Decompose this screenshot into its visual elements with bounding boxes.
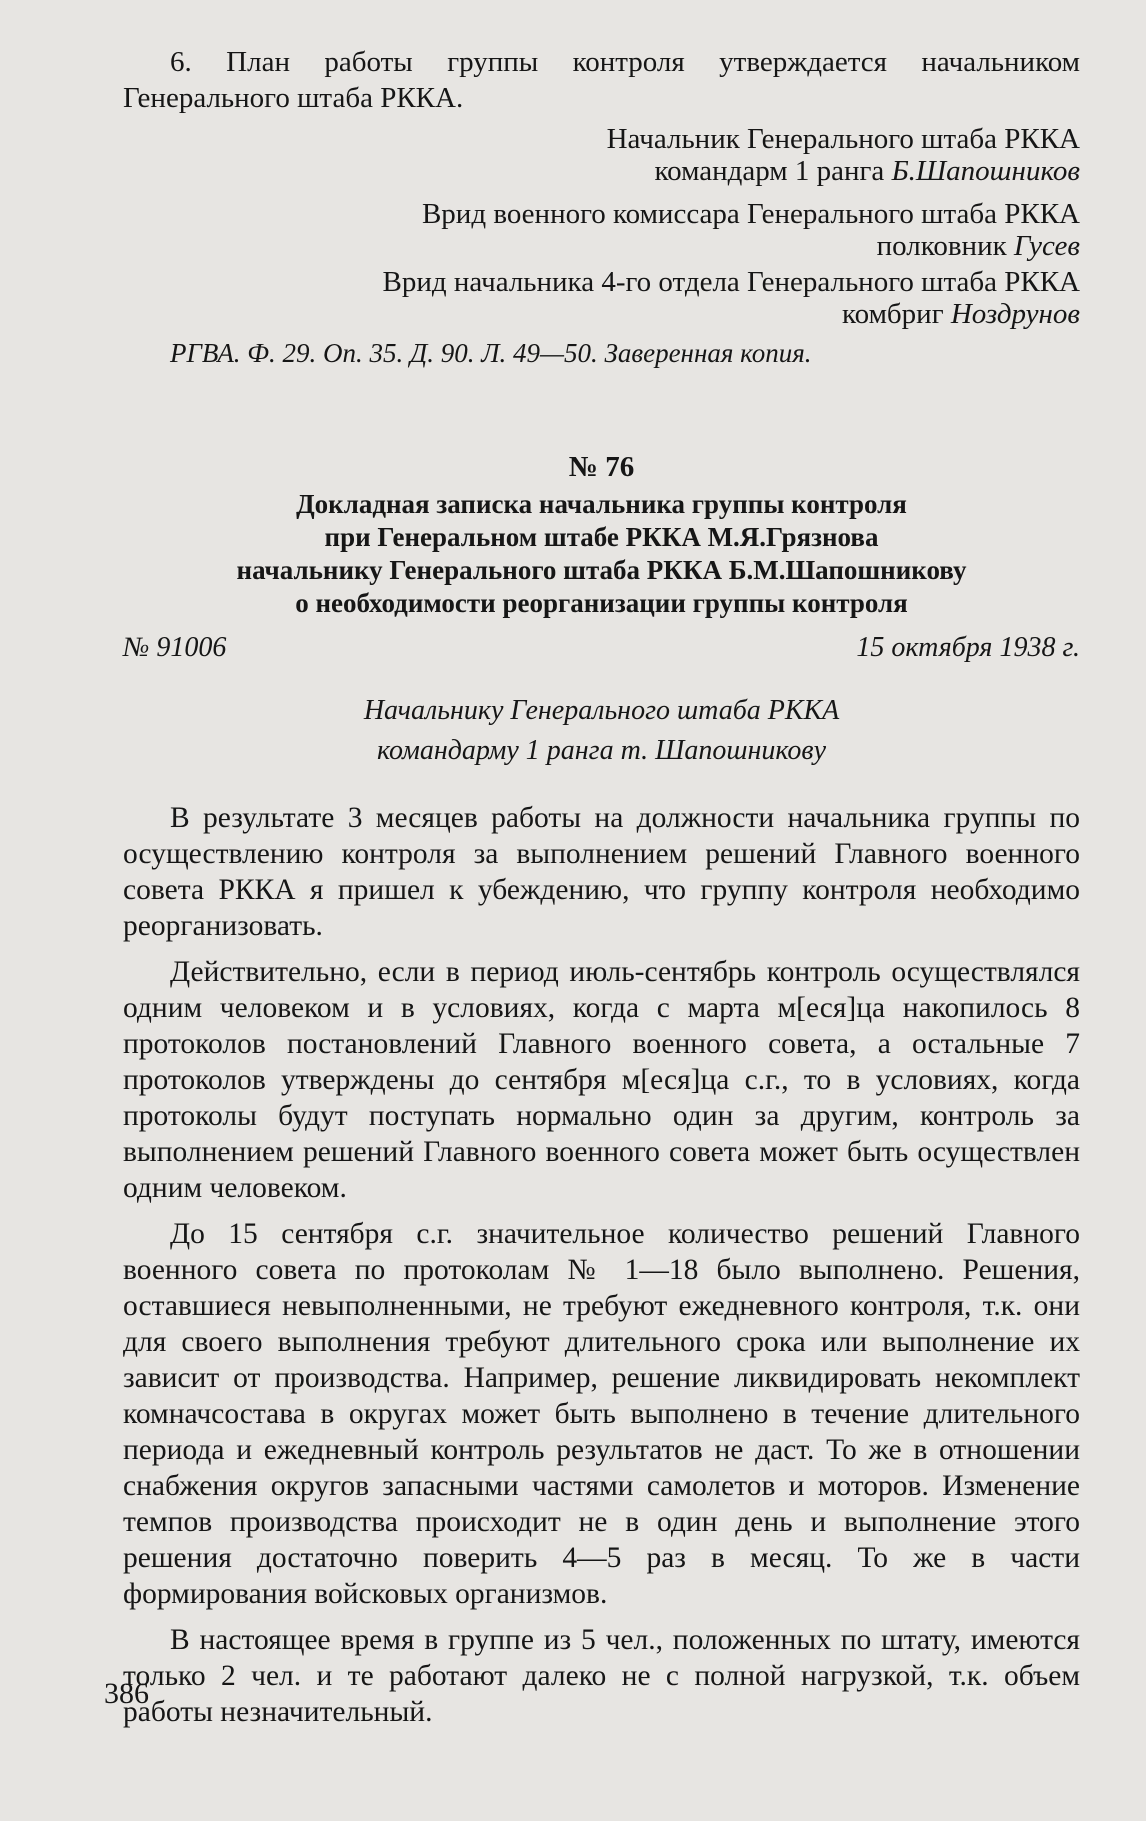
signature-rank: комбриг <box>842 298 944 330</box>
signature-title: Врид военного комиссара Генерального штаба РККА <box>421 198 1080 230</box>
addressee <box>123 691 1080 771</box>
document-date: 15 октября 1938 г. <box>856 632 1080 663</box>
signature-name: Гусев <box>1013 230 1080 262</box>
document-header <box>123 451 1080 620</box>
signature-name: Ноздрунов <box>950 298 1080 330</box>
signature-rank-name <box>422 230 1080 262</box>
signature-rank: полковник <box>876 230 1007 262</box>
addressee-line: Начальнику Генерального штаба РККА <box>363 695 840 726</box>
body-paragraph: В результате 3 месяцев работы на должности начальника группы по осуществлению контроля за выполнением решений Главного военного совета РККА я пришел к убеждению, что группу контроля необходимо реорганизовать. <box>123 802 1080 942</box>
addressee-line: командарму 1 ранга т. Шапошникову <box>376 735 826 766</box>
document-number: № 76 <box>568 451 635 483</box>
signature-title: Начальник Генерального штаба РККА <box>606 123 1080 155</box>
document-title-line: о необходимости реорганизации группы контроля <box>295 588 908 618</box>
top-paragraph: 6. План работы группы контроля утверждается начальником Генерального штаба РККА. <box>123 46 1080 114</box>
body-paragraph: До 15 сентября с.г. значительное количество решений Главного военного совета по протоколам № 1—18 было выполнено. Решения, оставшиеся невыполненными, не требуют ежедневного контроля, т.к. они для своего выполнения требуют длительного срока или выполнение их зависит от производства. Например, решение ликвидировать некомплект комначсостава в округах может быть выполнено в течение длительного периода и ежедневный контроль результатов не даст. То же в отношении снабжения округов запасными частями самолетов и моторов. Изменение темпов производства происходит не в один день и выполнение этого решения достаточно поверить 4—5 раз в месяц. То же в части формирования войсковых организмов. <box>123 1218 1080 1610</box>
signature-block-department <box>383 266 1080 330</box>
signature-block-chief <box>607 123 1080 187</box>
signature-block-commissar <box>422 198 1080 262</box>
archive-reference: РГВА. Ф. 29. Оп. 35. Д. 90. Л. 49—50. Заверенная копия. <box>170 338 812 368</box>
signature-rank-name <box>383 298 1080 330</box>
body-paragraph: В настоящее время в группе из 5 чел., положенных по штату, имеются только 2 чел. и те работают далеко не с полной нагрузкой, т.к. объем работы незначительный. <box>123 1624 1080 1728</box>
registration-number: № 91006 <box>123 632 227 663</box>
body-paragraph: Действительно, если в период июль-сентябрь контроль осуществлялся одним человеком и в условиях, когда с марта м[еся]ца накопилось 8 протоколов постановлений Главного военного совета, а остальные 7 протоколов утверждены до сентября м[еся]ца с.г., то в условиях, когда протоколы будут поступать нормально один за другим, контроль за выполнением решений Главного военного совета может быть осуществлен одним человеком. <box>123 956 1080 1204</box>
signature-rank-name <box>607 155 1080 187</box>
signature-title: Врид начальника 4-го отдела Генерального штаба РККА <box>382 266 1080 298</box>
document-title-line: при Генеральном штабе РККА М.Я.Грязнова <box>324 522 879 552</box>
document-title-line: Докладная записка начальника группы контроля <box>296 489 907 519</box>
signature-rank: командарм 1 ранга <box>654 155 885 187</box>
document-body <box>123 800 1080 1740</box>
document-title-line: начальнику Генерального штаба РККА Б.М.Шапошникову <box>236 555 967 585</box>
page-number: 386 <box>104 1677 149 1710</box>
signature-name: Б.Шапошников <box>891 155 1080 187</box>
